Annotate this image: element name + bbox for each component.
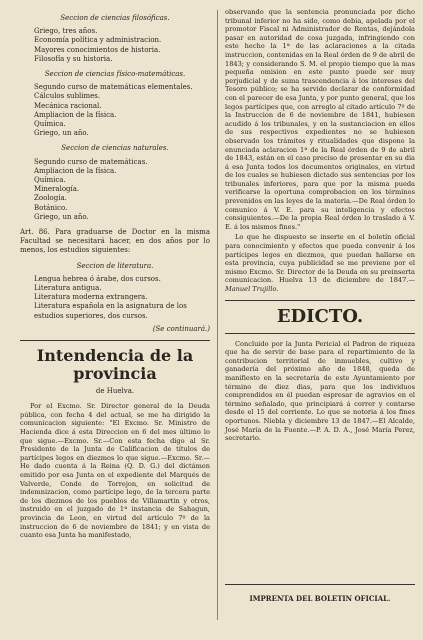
right-column	[225, 8, 415, 443]
intendencia-title: Intendencia de la provincia	[36, 346, 194, 384]
right-body-2-text: Lo que he dispuesto se inserte en el boletín oficial para conocimiento y efectos que pueda convenir á los partícipes legos en diezmos, que puedan hallarse en esta provincia, cuya publicidad se me previene por el mismo Excmo. Sr. Director de la Deuda en su preinserta comunicacion. Huelva 13 de diciembre de 1847.—	[225, 233, 415, 285]
section2-item-3: Mecánica racional.	[34, 101, 102, 110]
section1-item-2: Economía política y administracion.	[34, 36, 162, 45]
section2-title: Seccion de ciencias físico-matemáticas.	[44, 70, 186, 79]
section3-item-7: Griego, un año.	[34, 212, 89, 221]
intendencia-subtitle: de Huelva.	[95, 387, 135, 396]
printer-footer: IMPRENTA DEL BOLETIN OFICIAL.	[249, 594, 391, 603]
section3-item-2: Ampliacion de la física.	[34, 166, 117, 175]
article-86: Art. 86. Para graduarse de Doctor en la misma Facultad se necesitará hacer, en dos años por lo menos, los estudios siguientes:	[20, 228, 210, 255]
section2-item-4: Ampliacion de la física.	[34, 110, 117, 119]
section1-item-1: Griego, tres años.	[34, 27, 98, 36]
section1-item-3: Mayores conocimientos de historia.	[34, 45, 161, 54]
section1-item-4: Filosofía y su historia.	[34, 54, 113, 63]
column-divider	[217, 10, 218, 620]
left-column	[20, 8, 210, 540]
edicto-divider-2	[225, 333, 415, 334]
section-divider	[20, 340, 210, 341]
section4-item-1: Lengua hebrea ó árabe, dos cursos.	[34, 274, 161, 283]
section3-item-4: Mineralogía.	[34, 185, 80, 194]
intendencia-body: Por el Excmo. Sr. Director general de la Deuda pública, con fecha 4 del actual, se me ha dirigido la comunicacion siguiente: "El Excmo. Sr. Ministro de Hacienda dice á esta Direccion en 6 del mes último lo que sigue.—Excmo. Sr.—Con esta fecha digo al Sr. Presidente de la Junta de Calificacion de títulos de partícipes legos en diezmos lo que sigue.—Excmo. Sr.—He dado cuenta á la Reina (Q. D. G.) del dictámen emitido por esa Junta en el expediente del Marqués de Valverde, Conde de Torrejon, en solicitud de indemnizacion, como partícipe lego, de la tercera parte de los diezmos de los pueblos de Villamartin y otros, instruido en el juzgado de 1ª instancia de Sahagun, provincia de Leon, en virtud del artículo 7º de la instruccion de 6 de noviembre de 1841; y en vista de cuanto esa Junta ha manifestado,	[20, 402, 210, 540]
section2-item-2: Cálculos sublimes.	[34, 92, 101, 101]
section3-item-6: Botánico.	[34, 203, 68, 212]
section4-item-4: Literatura española en la asignatura de los estudios superiores, dos cursos.	[34, 302, 187, 320]
edicto-body: Concluido por la Junta Pericial el Padron de riqueza que ha de servir de base para el repartimiento de la contribucion territorial de inmuebles, cultivo y ganadería del próximo año de 1848, queda de manifiesto en la secretaría de este Ayuntamiento por término de diez dias, para que los individuos comprendidos en él puedan espresar de agravios en el término señalado, que principiará á correr y contarse desde el 15 del corriente. Lo que se notoria á los fines oportunos. Niebla y diciembre 13 de 1847.—El Alcalde, José María de la Fuente.—P. A. D. A., José María Perez, secretario.	[225, 339, 415, 443]
section4-title: Seccion de literatura.	[76, 261, 154, 270]
section1-title: Seccion de ciencias filosóficas.	[60, 14, 170, 22]
section3-title: Seccion de ciencias naturales.	[61, 144, 169, 153]
footer-rule	[225, 584, 415, 585]
section2-item-6: Griego, un año.	[34, 129, 89, 138]
section4-item-2: Literatura antigua.	[34, 284, 102, 293]
edicto-title: EDICTO.	[276, 305, 364, 327]
right-body-2	[225, 233, 415, 293]
section3-item-3: Química.	[34, 176, 66, 185]
section3-item-1: Segundo curso de matemáticas.	[34, 157, 148, 166]
section2-item-5: Química.	[34, 120, 66, 129]
section3-item-5: Zoología.	[34, 194, 67, 203]
continuation-note: (Se continuará.)	[152, 324, 210, 333]
section4-item-3: Literatura moderna extrangera.	[34, 293, 148, 302]
signature-trujillo: Manuel Trujillo.	[225, 285, 279, 293]
right-body: observando que la sentencia pronunciada por dicho tribunal inferior no ha sido, como debia, apelada por el promotor Fiscal ni Administrador de Rentas, dejándola pasar en autoridad de cosa juzgada, infringiendo con este hecho la 1ª de las aclaraciones a la citada instruccion, contenidas en la Real órden de 9 de abril de 1843; y considerando S. M. el propio tiempo que la mas pequeña omision en este punto puede ser muy perjudicial y de suma trascendencia á los intereses del Tesoro público; se ha servido declarar de conformidad con el parecer de esa Junta, y por punto general, que los legos partícipes que, con arreglo al citado artículo 7º de la Instruccion de 6 de noviembre de 1841, hubiesen acudido á los tribunales, y en la sustanciacion en ellos de sus respectivos expedientes no se hubiesen observado los trámites y ritualidades que dispone la enunciada aclaracion 1ª de la Real órden de 9 de abril de 1843, están en el caso preciso de presentar en su dia á esa Junta todos los documentos originales, en virtud de los cuales se hubiesen dictado sus sentencias por los tribunales inferiores, para que por la misma pueda verificarse la oportuna comprobacion en los términos prevenidos en las leyes de la materia.—De Real órden lo comunico á V. E. para su inteligencia y efectos consiguientes.—De la propia Real órden lo traslado á V. E. á los mismos fines."	[225, 8, 415, 231]
edicto-divider	[225, 300, 415, 301]
section2-item-1: Segundo curso de matemáticas elementales.	[34, 83, 193, 92]
